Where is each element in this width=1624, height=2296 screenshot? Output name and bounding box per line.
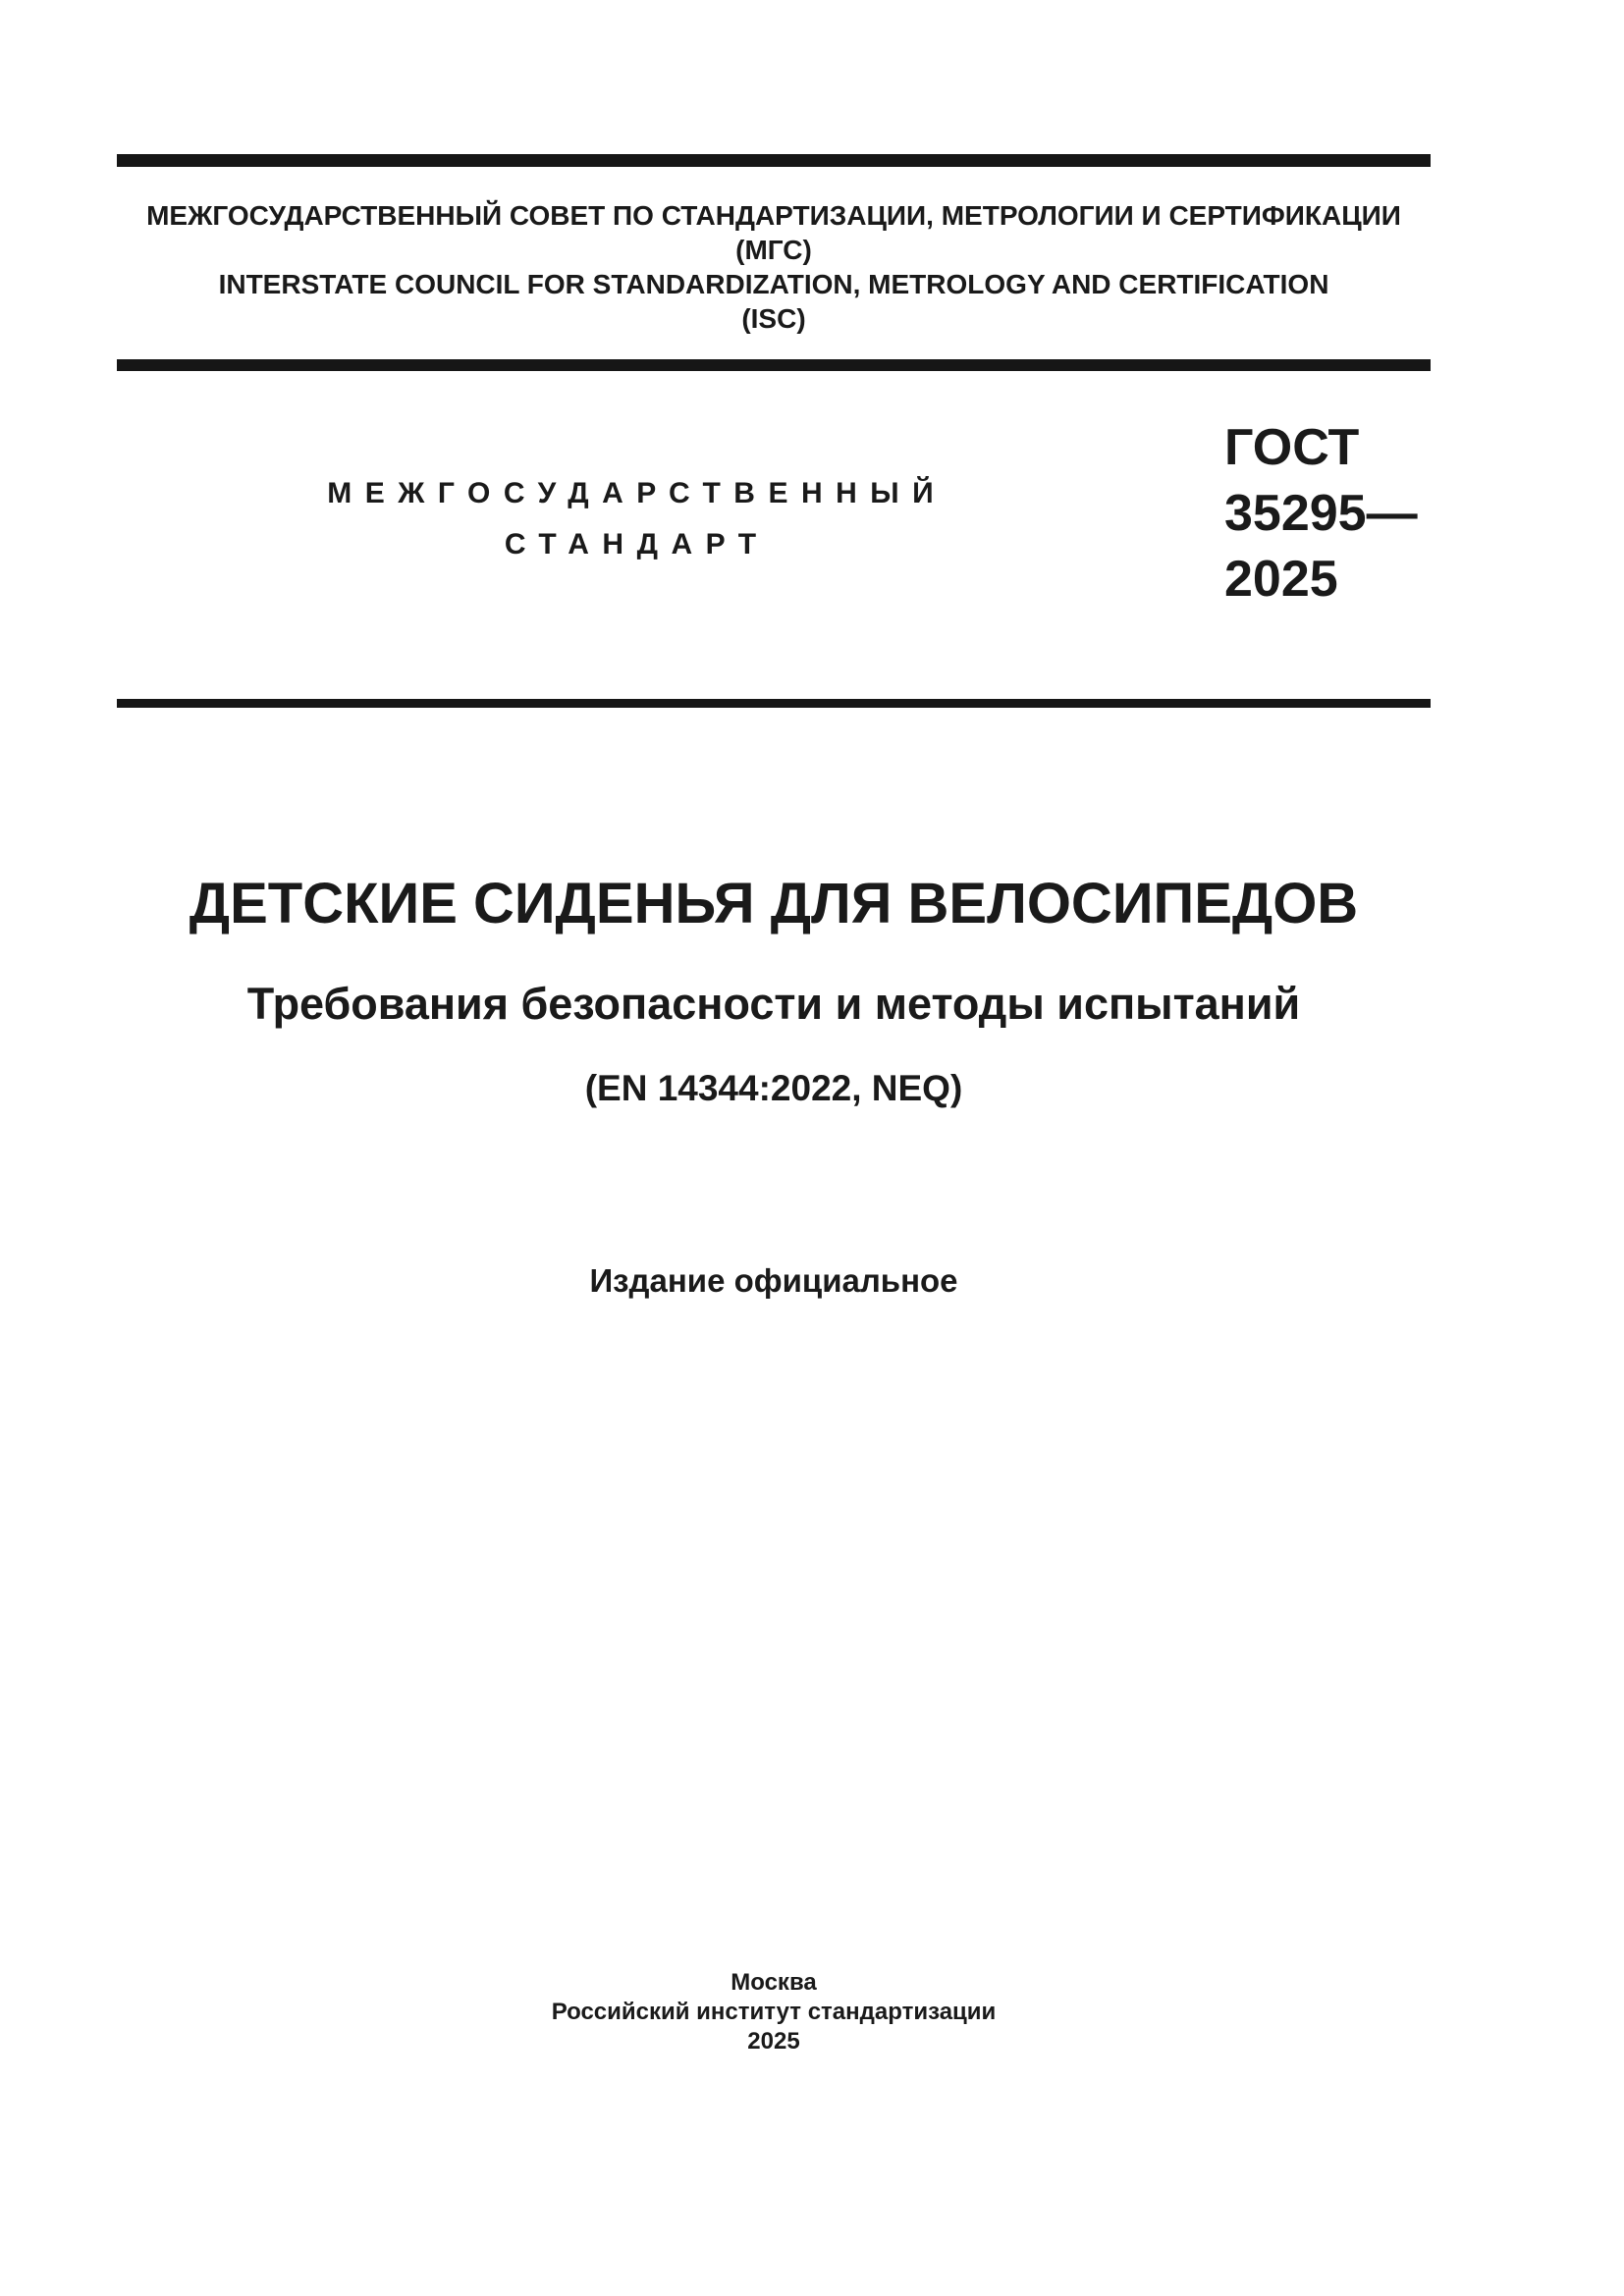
designation-number: 35295— — [1224, 485, 1418, 542]
council-header — [117, 198, 1431, 336]
document-subtitle: Требования безопасности и методы испытаний — [246, 979, 1301, 1029]
designation-year: 2025 — [1224, 551, 1338, 608]
imprint-city: Москва — [731, 1969, 817, 1996]
standard-type-line2: СТАНДАРТ — [504, 528, 770, 561]
designation-prefix: ГОСТ — [1224, 419, 1360, 476]
top-rule — [117, 154, 1431, 167]
imprint — [117, 1968, 1431, 2056]
standard-type-line1: МЕЖГОСУДАРСТВЕННЫЙ — [327, 477, 947, 509]
standard-designation — [1224, 415, 1418, 613]
header-divider-rule — [117, 359, 1431, 371]
document-title: ДЕТСКИЕ СИДЕНЬЯ ДЛЯ ВЕЛОСИПЕДОВ — [189, 872, 1359, 935]
council-name-ru: МЕЖГОСУДАРСТВЕННЫЙ СОВЕТ ПО СТАНДАРТИЗАЦИИ, МЕТРОЛОГИИ И СЕРТИФИКАЦИИ — [146, 200, 1401, 231]
european-standard-reference: (EN 14344:2022, NEQ) — [584, 1068, 963, 1108]
standard-type-label — [117, 468, 1144, 570]
imprint-year: 2025 — [747, 2028, 800, 2055]
council-abbr-en: (ISC) — [741, 303, 806, 334]
title-divider-rule — [117, 699, 1431, 708]
council-abbr-ru: (МГС) — [735, 235, 812, 265]
imprint-publisher: Российский институт стандартизации — [551, 1999, 997, 2025]
council-name-en: INTERSTATE COUNCIL FOR STANDARDIZATION, METROLOGY AND CERTIFICATION — [218, 269, 1329, 299]
edition-note: Издание официальное — [589, 1262, 958, 1299]
